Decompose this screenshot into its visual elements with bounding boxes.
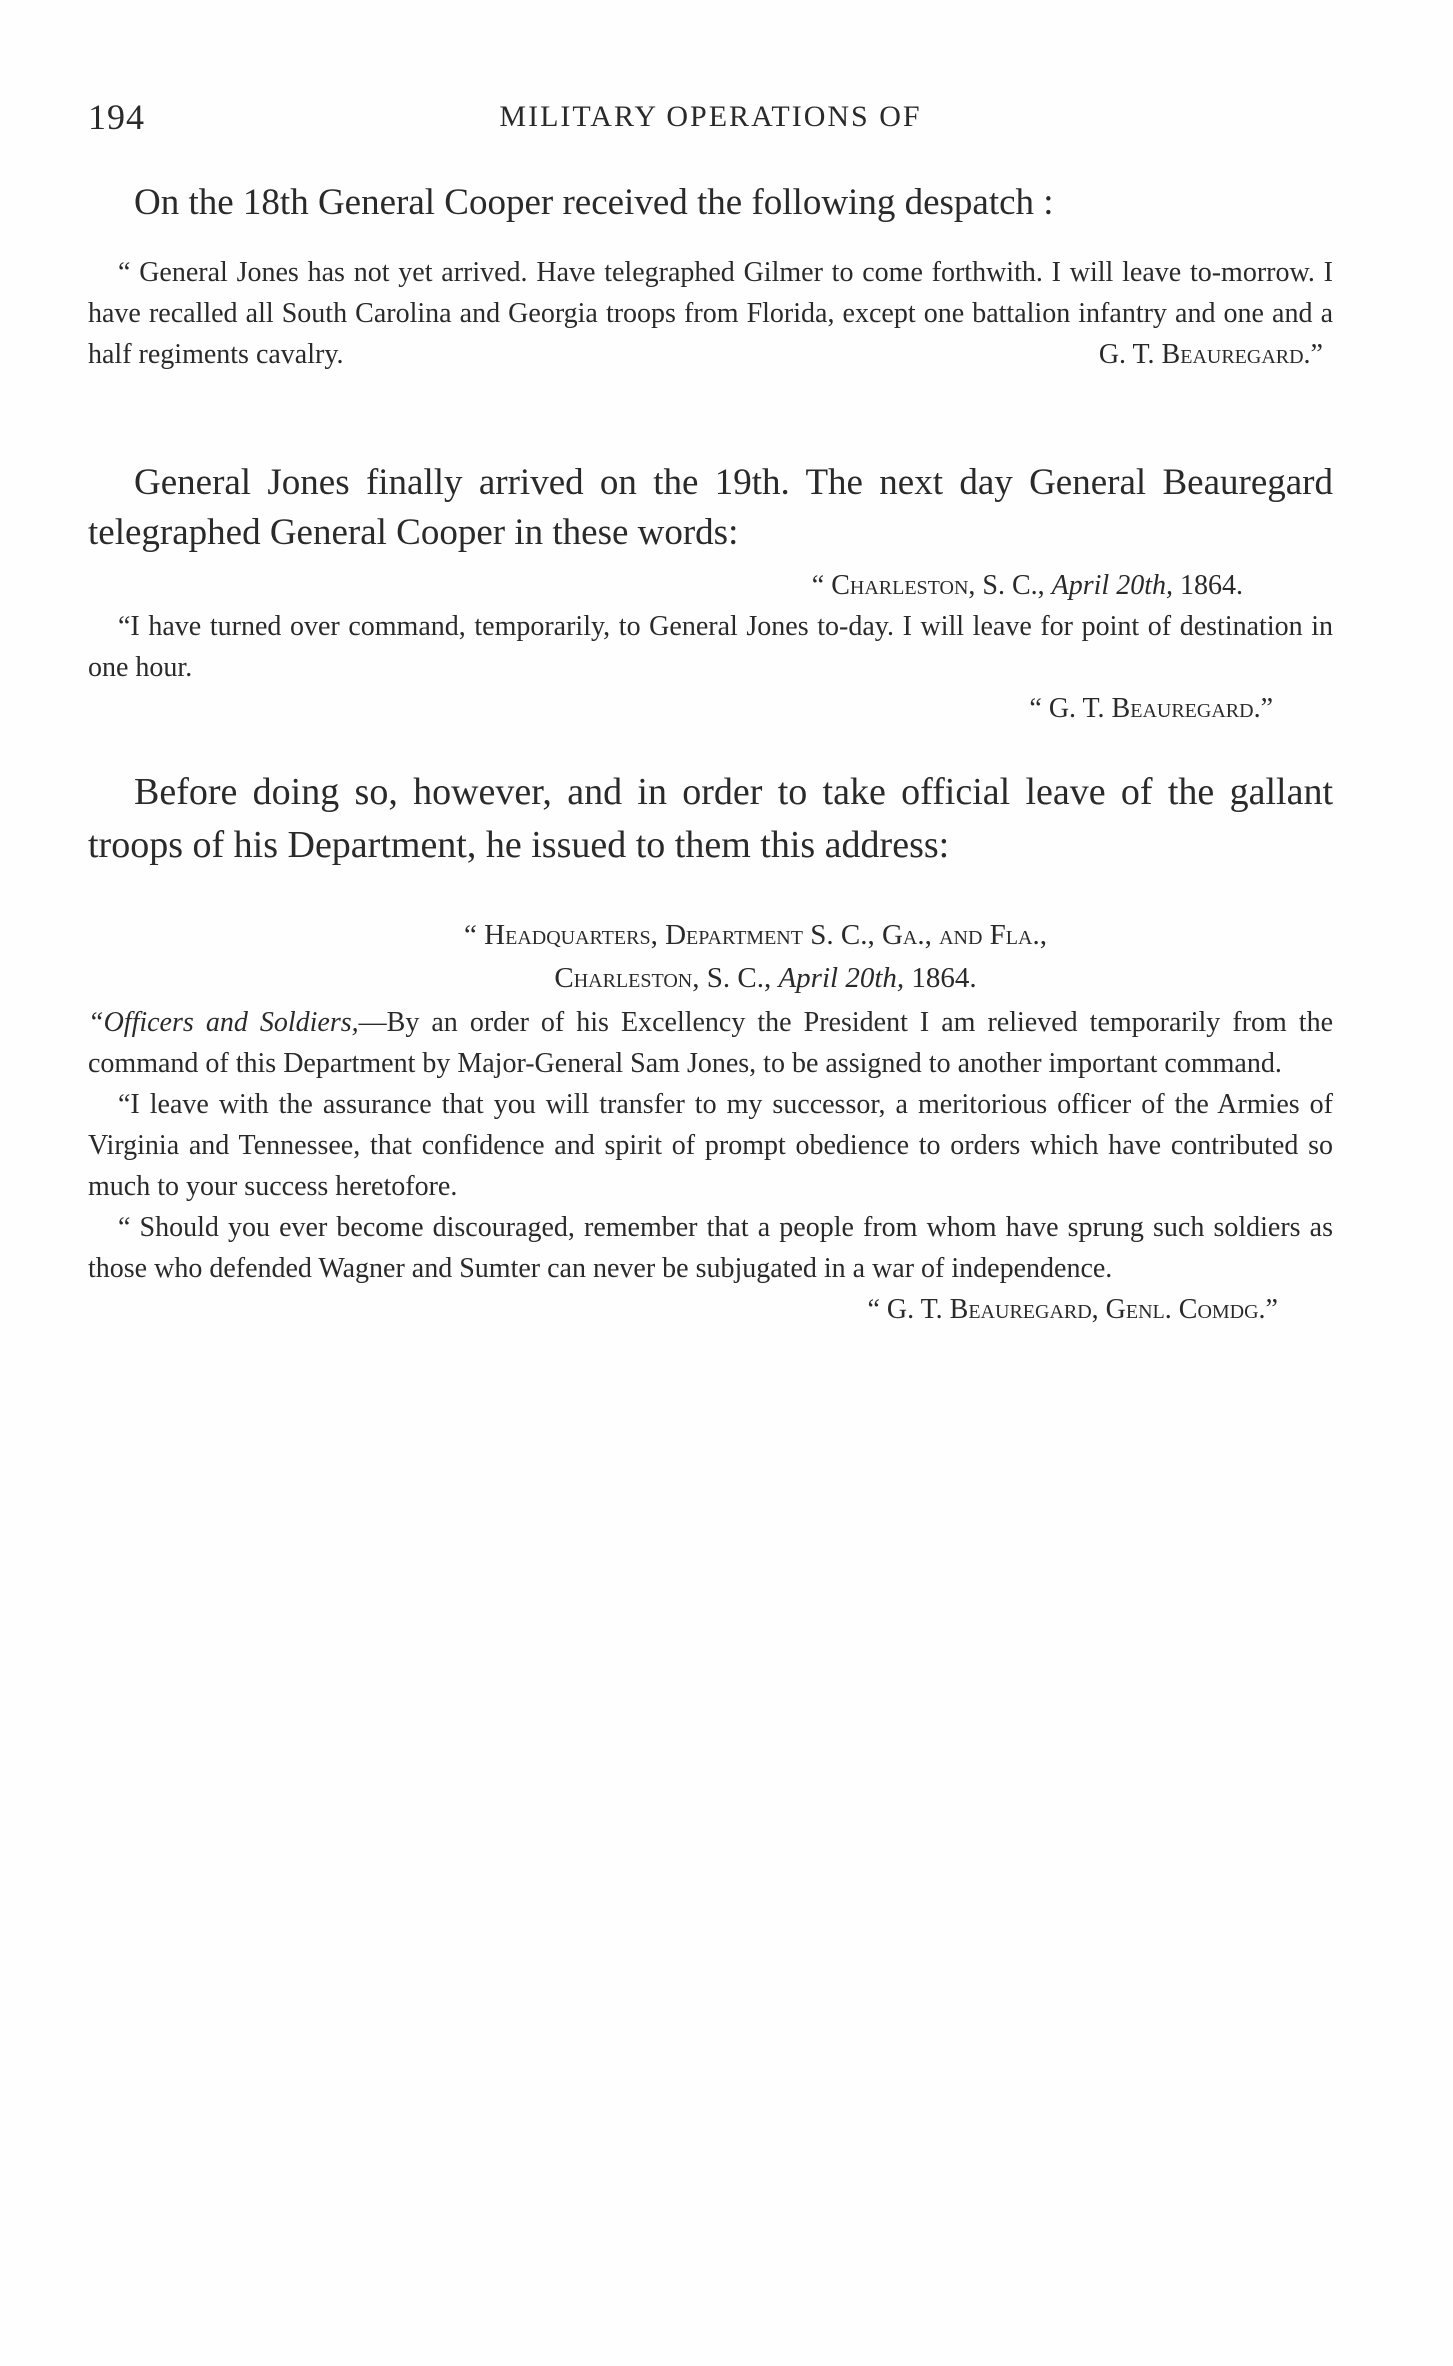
address-heading-org: “ Headquarters, Department S. C., Ga., and Fla.,: [464, 919, 1047, 951]
paragraph-text: On the 18th General Cooper received the following despatch :: [134, 182, 1054, 223]
address-signature-text: “ G. T. Beauregard, Genl. Comdg.”: [867, 1294, 1278, 1325]
telegram-quote: [88, 565, 1333, 729]
address-para-1: [88, 1002, 1333, 1084]
telegram-date: April 20th,: [1051, 570, 1173, 601]
despatch-last-line: [88, 334, 1333, 375]
despatch-body: “ General Jones has not yet arrived. Have telegraphed Gilmer to come forthwith. I will leave to-morrow. I have recalled all South Carolina and Georgia troops from Florida, except one battalion infantry and one and a: [88, 257, 1333, 329]
despatch-quote: [88, 252, 1333, 375]
address-quote: [88, 914, 1333, 1330]
address-para-3: “ Should you ever become discouraged, remember that a people from whom have sprung such soldiers as those who defended Wagner and Sumter can never be subjugated in a war of independence.: [88, 1212, 1333, 1284]
address-para-1-text: —By an order of his Excellency the President I am relieved temporarily from the command of this Department by Major-General Sam Jones, to be assigned to another important command.: [88, 1007, 1334, 1079]
telegram-body: “I have turned over command, temporarily, to General Jones to-day. I will leave for point of destination in one hour.: [88, 611, 1333, 683]
telegram-signature: [88, 688, 1273, 729]
running-head: MILITARY OPERATIONS OF: [499, 100, 922, 133]
despatch-last-text: half regiments cavalry.: [88, 339, 344, 370]
address-signature: [88, 1289, 1278, 1330]
page-number: 194: [88, 97, 145, 137]
address-heading-place: Charleston, S. C.,: [554, 962, 772, 994]
address-salutation: “Officers and Soldiers,: [88, 1007, 359, 1038]
telegram-signature-text: “ G. T. Beauregard.”: [1029, 693, 1273, 724]
despatch-signature: G. T. Beauregard.”: [1098, 339, 1323, 370]
telegram-year: 1864.: [1180, 570, 1243, 601]
address-heading-line1: [88, 914, 1333, 957]
telegram-place: “ Charleston, S. C.,: [811, 570, 1045, 601]
address-heading-year: 1864.: [911, 962, 977, 994]
address-heading-date: April 20th,: [778, 962, 905, 994]
page-header: [88, 96, 1333, 146]
address-heading-line2: [88, 957, 1333, 1000]
paragraph-cooper-despatch-intro: [88, 178, 1333, 228]
paragraph-text: General Jones finally arrived on the 19th. The next day General Beauregard telegraphed General Cooper in these words:: [88, 462, 1333, 553]
telegram-dateline: [88, 565, 1243, 606]
paragraph-jones-arrived: [88, 458, 1333, 558]
paragraph-before-leaving: [88, 766, 1333, 872]
paragraph-text: Before doing so, however, and in order to take official leave of the gallant troops of his Department, he issued to them this address:: [88, 771, 1333, 866]
address-para-2: “I leave with the assurance that you will transfer to my successor, a meritorious officer of the Armies of Virginia and Tennessee, that confidence and spirit of prompt obedience to orders which have contributed so much to your success heretofore.: [88, 1089, 1333, 1202]
